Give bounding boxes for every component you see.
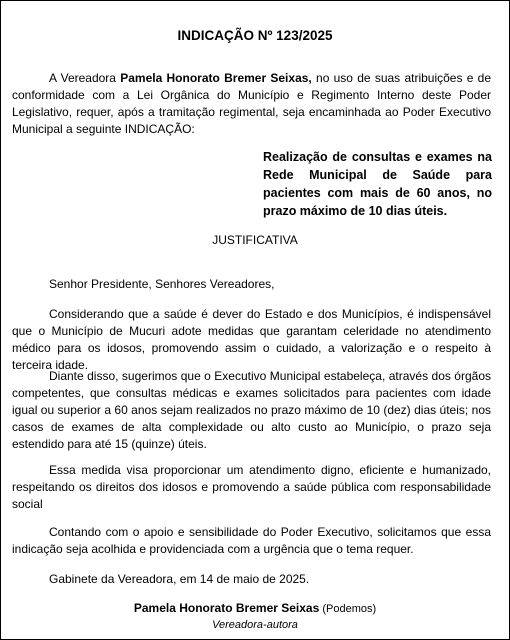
- signature-party: (Podemos): [319, 603, 377, 615]
- justification-paragraph-1: Considerando que a saúde é dever do Estado e dos Municípios, é indispensável que o Município de Mucuri adote medidas que garantam celeridade no atendimento médico para os idosos, promovendo assim o cuidado, a valorização e o respeito à terceira idade.: [12, 307, 491, 372]
- justification-heading: JUSTIFICATIVA: [212, 233, 298, 247]
- signature-block: [1, 600, 509, 633]
- justification-paragraph-2: Diante disso, sugerimos que o Executivo Municipal estabeleça, através dos órgãos competentes, que consultas médicas e exames solicitados para pacientes com idade igual ou superior a 60 anos sejam realizados no prazo máximo de 10 (dez) dias úteis; nos casos de exames de alta complexidade ou alto custo ao Município, o prazo seja estendido para até 15 (quinze) úteis.: [12, 369, 491, 451]
- greeting-line: Senhor Presidente, Senhores Vereadores,: [49, 277, 275, 291]
- author-name-inline: Pamela Honorato Bremer Seixas,: [120, 71, 312, 85]
- intro-prefix: A Vereadora: [49, 71, 121, 85]
- justification-paragraph-4: Contando com o apoio e sensibilidade do Poder Executivo, solicitamos que essa indicação seja acolhida e providenciada com a urgência que o tema requer.: [12, 525, 491, 556]
- signature-role: Vereadora-autora: [212, 619, 298, 631]
- proposal-text: Realização de consultas e exames na Rede Municipal de Saúde para pacientes com mais de 60 anos, no prazo máximo de 10 dias úteis.: [263, 150, 492, 218]
- closing-line: Gabinete da Vereadora, em 14 de maio de 2025.: [49, 572, 310, 586]
- intro-paragraph: [12, 70, 491, 138]
- justification-paragraph-3: Essa medida visa proporcionar um atendimento digno, eficiente e humanizado, respeitando os direitos dos idosos e promovendo a saúde pública com responsabilidade social: [12, 463, 491, 511]
- document-title: INDICAÇÃO Nº 123/2025: [177, 28, 333, 43]
- signature-name: Pamela Honorato Bremer Seixas: [133, 601, 320, 615]
- intro-suffix: no uso de suas atribuições e de conformidade com a Lei Orgânica do Município e Regimento Interno deste Poder Legislativo, requer, após a tramitação regimental, seja encaminhada ao Poder Executivo Municipal a seguinte INDICAÇÃO:: [12, 71, 492, 136]
